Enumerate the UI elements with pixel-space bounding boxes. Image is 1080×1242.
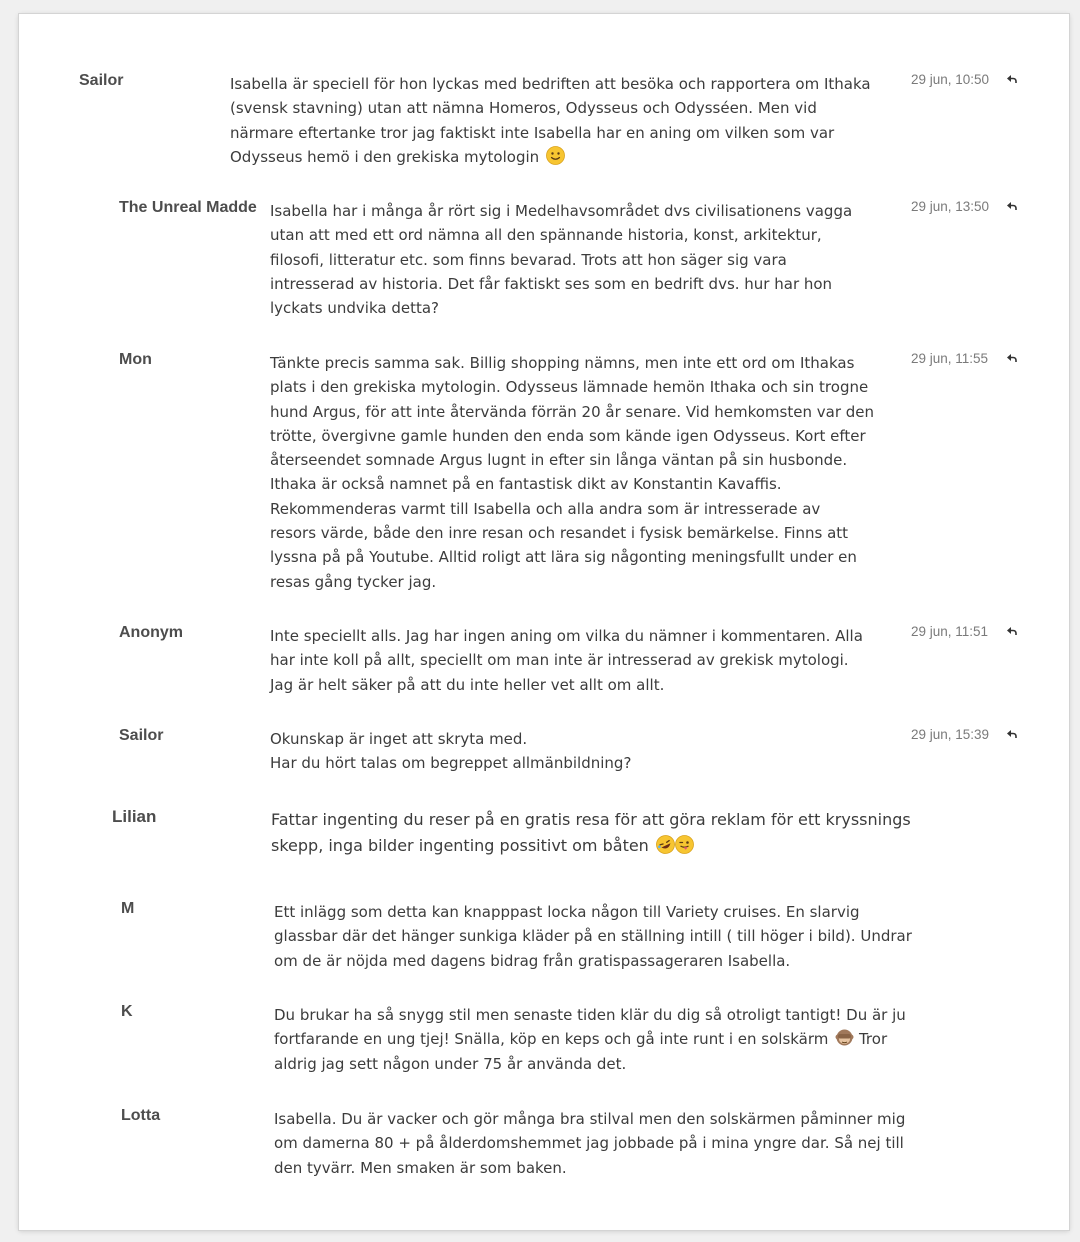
comment-author[interactable]: Sailor (119, 727, 164, 744)
comment-author[interactable]: K (121, 1003, 133, 1020)
comment-line: har inte koll på allt, speciellt om man inte är intresserad av grekisk mytologi. (270, 651, 849, 670)
comment-line: Isabella har i många år rört sig i Medelhavsområdet dvs civilisationens vagga (270, 202, 853, 220)
see-no-evil-monkey-emoji (835, 1028, 854, 1047)
comment-line: Rekommenderas varmt till Isabella och alla andra som är intresserade av (270, 499, 821, 518)
reply-arrow-icon[interactable] (1005, 727, 1019, 741)
comment-line: plats i den grekiska mytologin. Odysseus lämnade hemön Ithaka och sin trogne (270, 378, 869, 397)
comment-line: Inte speciellt alls. Jag har ingen aning om vilka du nämner i kommentaren. Alla (270, 627, 863, 645)
comment-line: utan att med ett ord nämna all den spännande historia, konst, arkitektur, (270, 226, 822, 245)
comment-line: resas gång tycker jag. (270, 572, 437, 591)
comment-author[interactable]: Anonym (119, 624, 183, 641)
comment-line: Okunskap är inget att skryta med. (270, 730, 528, 748)
comment-line: intresserad av historia. Det får faktiskt ses som en bedrift dvs. hur har hon (270, 274, 833, 293)
comment-author[interactable]: Lotta (121, 1107, 161, 1124)
comment-body (270, 199, 890, 320)
reply-arrow-icon[interactable] (1005, 624, 1019, 638)
comment-line: trötte, övergivne gamle hunden den enda som kände igen Odysseus. Kort efter (270, 426, 866, 445)
comment-body (271, 807, 931, 859)
reply-arrow-icon[interactable] (1005, 199, 1019, 213)
comment-line: återseendet somnade Argus lugnt in efter sin långa väntan på sin husbonde. (270, 451, 848, 470)
comment-body (274, 1107, 954, 1180)
comment-body (230, 72, 890, 169)
comment-body (274, 900, 954, 973)
comment-line: om damerna 80 + på ålderdomshemmet jag jobbade på i mina yngre dar. Så nej till (274, 1134, 904, 1153)
comment-author[interactable]: Sailor (79, 72, 124, 89)
comments-panel (19, 14, 1069, 1230)
rofl-emoji (656, 835, 675, 854)
comment-line: Isabella. Du är vacker och gör många bra stilval men den solskärmen påminner mig (274, 1110, 906, 1128)
comment-line: (svensk stavning) utan att nämna Homeros, Odysseus och Odysséen. Men vid (230, 99, 817, 118)
comment-line: Ett inlägg som detta kan knapppast locka någon till Variety cruises. En slarvig (274, 903, 860, 921)
comment-line: lyckats undvika detta? (270, 299, 439, 318)
comment-line: Du brukar ha så snygg stil men senaste tiden klär du dig så otroligt tantigt! Du är ju (274, 1006, 906, 1024)
comment-author[interactable]: Lilian (112, 807, 157, 826)
comment-timestamp: 29 jun, 13:50 (911, 199, 990, 214)
comment-body (274, 1003, 954, 1076)
reply-arrow-icon[interactable] (1005, 72, 1019, 86)
comment-line: Har du hört talas om begreppet allmänbildning? (270, 754, 632, 773)
comment-line-continuation: Tror (858, 1030, 888, 1049)
comment-line: Odysseus hemö i den grekiska mytologin (230, 147, 540, 166)
winking-tongue-emoji (675, 835, 694, 854)
comment-line: glassbar där det hänger sunkiga kläder på en ställning intill ( till höger i bild). Undrar (274, 927, 912, 946)
comment-line: Jag är helt säker på att du inte heller vet allt om allt. (270, 675, 665, 694)
comment-timestamp: 29 jun, 11:55 (911, 351, 989, 366)
comment-author[interactable]: M (121, 900, 135, 917)
comment-line: aldrig jag sett någon under 75 år använda det. (274, 1054, 627, 1073)
comment-timestamp: 29 jun, 11:51 (911, 624, 989, 639)
comment-author[interactable]: Mon (119, 351, 152, 368)
comment-line: Isabella är speciell för hon lyckas med bedriften att besöka och rapportera om Ithaka (230, 75, 871, 93)
comment-line: Tänkte precis samma sak. Billig shopping nämns, men inte ett ord om Ithakas (270, 354, 855, 372)
comment-timestamp: 29 jun, 10:50 (911, 72, 990, 87)
comment-line: den tyvärr. Men smaken är som baken. (274, 1158, 567, 1177)
comment-author[interactable]: The Unreal Madde (119, 199, 257, 216)
comment-body (270, 624, 890, 697)
slightly-smiling-face-emoji (546, 146, 565, 165)
comment-body (270, 351, 890, 594)
comment-line: lyssna på på Youtube. Alltid roligt att lära sig någonting meningsfullt under en (270, 548, 857, 567)
comment-line: Fattar ingenting du reser på en gratis resa för att göra reklam för ett kryssnings (271, 810, 911, 829)
comment-line: fortfarande en ung tjej! Snälla, köp en keps och gå inte runt i en solskärm (274, 1030, 829, 1049)
comment-timestamp: 29 jun, 15:39 (911, 727, 990, 742)
comment-line: Ithaka är också namnet på en fantastisk dikt av Konstantin Kavaffis. (270, 475, 782, 494)
comment-body (270, 727, 890, 776)
comment-line: resors värde, både den inre resan och resandet i fysisk bemärkelse. Finns att (270, 524, 849, 543)
comment-line: filosofi, litteratur etc. som finns bevarad. Trots att hon säger sig vara (270, 250, 787, 269)
reply-arrow-icon[interactable] (1005, 351, 1019, 365)
comment-line: närmare eftertanke tror jag faktiskt inte Isabella har en aning om vilken som var (230, 123, 835, 142)
comment-line: hund Argus, för att inte återvända förrän 20 år senare. Vid hemkomsten var den (270, 402, 875, 421)
comment-line: om de är nöjda med dagens bidrag från gratispassageraren Isabella. (274, 951, 791, 970)
comment-line: skepp, inga bilder ingenting possitivt om båten (271, 836, 649, 855)
